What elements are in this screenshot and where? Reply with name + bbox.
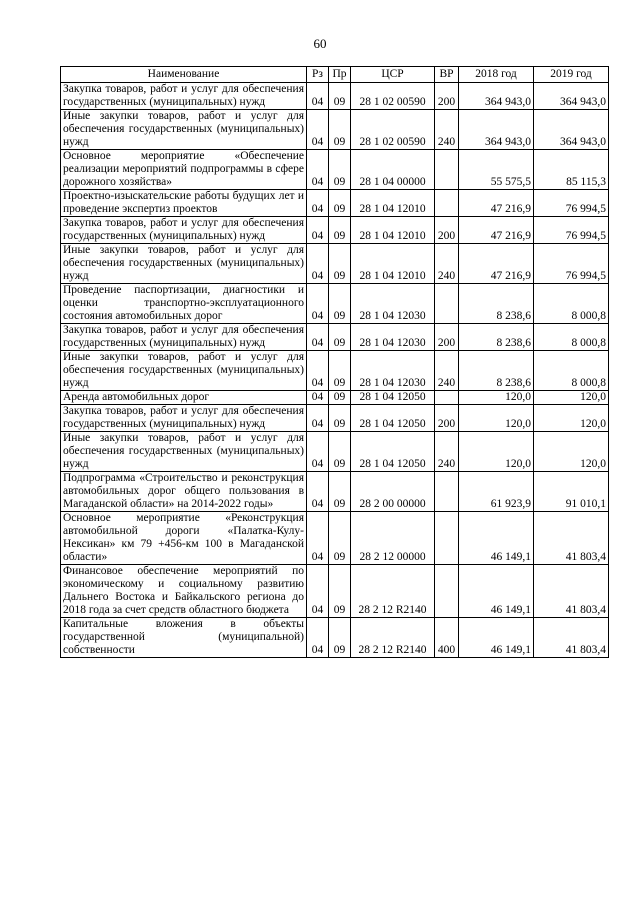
cell-rz: 04 — [307, 244, 329, 284]
cell-pr: 09 — [329, 618, 351, 658]
cell-vr: 240 — [435, 110, 459, 150]
cell-csr: 28 1 04 12030 — [351, 324, 435, 351]
cell-pr: 09 — [329, 244, 351, 284]
cell-2018: 364 943,0 — [459, 110, 534, 150]
budget-table — [60, 66, 609, 658]
cell-pr: 09 — [329, 565, 351, 618]
cell-csr: 28 1 02 00590 — [351, 83, 435, 110]
cell-csr: 28 2 12 00000 — [351, 512, 435, 565]
cell-name: Проведение паспортизации, диагностики и оценки транспортно-эксплуатационного состояния автомобильных дорог — [61, 284, 307, 324]
cell-csr: 28 1 04 12050 — [351, 432, 435, 472]
header-pr: Пр — [329, 67, 351, 83]
cell-name: Закупка товаров, работ и услуг для обеспечения государственных (муниципальных) нужд — [61, 405, 307, 432]
cell-pr: 09 — [329, 110, 351, 150]
cell-vr — [435, 284, 459, 324]
cell-vr — [435, 391, 459, 405]
cell-2018: 120,0 — [459, 405, 534, 432]
cell-2019: 120,0 — [534, 391, 609, 405]
cell-rz: 04 — [307, 405, 329, 432]
cell-2018: 61 923,9 — [459, 472, 534, 512]
cell-2019: 85 115,3 — [534, 150, 609, 190]
cell-csr: 28 1 02 00590 — [351, 110, 435, 150]
cell-2019: 8 000,8 — [534, 284, 609, 324]
cell-name: Капитальные вложения в объекты государственной (муниципальной) собственности — [61, 618, 307, 658]
cell-name: Основное мероприятие «Реконструкция автомобильной дороги «Палатка-Кулу-Нексикан» км 79 +456-км 100 в Магаданской области» — [61, 512, 307, 565]
cell-2018: 120,0 — [459, 391, 534, 405]
table-row — [61, 565, 609, 618]
table-body — [61, 83, 609, 658]
cell-pr: 09 — [329, 405, 351, 432]
cell-2019: 76 994,5 — [534, 217, 609, 244]
cell-2019: 364 943,0 — [534, 83, 609, 110]
cell-2019: 41 803,4 — [534, 565, 609, 618]
cell-csr: 28 2 12 R2140 — [351, 565, 435, 618]
table-header-row — [61, 67, 609, 83]
cell-2019: 120,0 — [534, 405, 609, 432]
cell-csr: 28 2 12 R2140 — [351, 618, 435, 658]
cell-2019: 8 000,8 — [534, 324, 609, 351]
table-row — [61, 351, 609, 391]
table-row — [61, 150, 609, 190]
cell-rz: 04 — [307, 432, 329, 472]
table-row — [61, 432, 609, 472]
cell-2018: 55 575,5 — [459, 150, 534, 190]
cell-2018: 46 149,1 — [459, 565, 534, 618]
cell-pr: 09 — [329, 432, 351, 472]
cell-name: Подпрограмма «Строительство и реконструкция автомобильных дорог общего пользования в Магаданской области» на 2014-2022 годы» — [61, 472, 307, 512]
cell-2018: 47 216,9 — [459, 190, 534, 217]
table-row — [61, 83, 609, 110]
cell-csr: 28 1 04 12010 — [351, 190, 435, 217]
header-2019: 2019 год — [534, 67, 609, 83]
header-vr: ВР — [435, 67, 459, 83]
cell-2018: 364 943,0 — [459, 83, 534, 110]
cell-name: Проектно-изыскательские работы будущих лет и проведение экспертиз проектов — [61, 190, 307, 217]
cell-name: Закупка товаров, работ и услуг для обеспечения государственных (муниципальных) нужд — [61, 83, 307, 110]
cell-rz: 04 — [307, 391, 329, 405]
header-name: Наименование — [61, 67, 307, 83]
cell-rz: 04 — [307, 618, 329, 658]
cell-name: Иные закупки товаров, работ и услуг для обеспечения государственных (муниципальных) нужд — [61, 110, 307, 150]
cell-name: Иные закупки товаров, работ и услуг для обеспечения государственных (муниципальных) нужд — [61, 432, 307, 472]
cell-vr: 240 — [435, 432, 459, 472]
cell-2018: 47 216,9 — [459, 244, 534, 284]
cell-rz: 04 — [307, 512, 329, 565]
cell-2018: 47 216,9 — [459, 217, 534, 244]
table-row — [61, 284, 609, 324]
cell-pr: 09 — [329, 391, 351, 405]
cell-name: Закупка товаров, работ и услуг для обеспечения государственных (муниципальных) нужд — [61, 324, 307, 351]
table-row — [61, 618, 609, 658]
cell-vr: 200 — [435, 217, 459, 244]
cell-pr: 09 — [329, 217, 351, 244]
cell-rz: 04 — [307, 565, 329, 618]
cell-2019: 8 000,8 — [534, 351, 609, 391]
cell-2018: 46 149,1 — [459, 512, 534, 565]
cell-vr — [435, 472, 459, 512]
cell-rz: 04 — [307, 324, 329, 351]
table-row — [61, 217, 609, 244]
cell-name: Закупка товаров, работ и услуг для обеспечения государственных (муниципальных) нужд — [61, 217, 307, 244]
cell-2019: 76 994,5 — [534, 244, 609, 284]
cell-2019: 41 803,4 — [534, 618, 609, 658]
cell-rz: 04 — [307, 110, 329, 150]
cell-2018: 120,0 — [459, 432, 534, 472]
cell-csr: 28 2 00 00000 — [351, 472, 435, 512]
cell-name: Иные закупки товаров, работ и услуг для обеспечения государственных (муниципальных) нужд — [61, 351, 307, 391]
cell-vr — [435, 150, 459, 190]
cell-csr: 28 1 04 00000 — [351, 150, 435, 190]
table-row — [61, 512, 609, 565]
cell-csr: 28 1 04 12050 — [351, 391, 435, 405]
cell-vr — [435, 190, 459, 217]
cell-rz: 04 — [307, 190, 329, 217]
cell-csr: 28 1 04 12030 — [351, 351, 435, 391]
cell-csr: 28 1 04 12050 — [351, 405, 435, 432]
cell-vr — [435, 512, 459, 565]
cell-2019: 41 803,4 — [534, 512, 609, 565]
table-row — [61, 324, 609, 351]
cell-pr: 09 — [329, 190, 351, 217]
cell-csr: 28 1 04 12010 — [351, 217, 435, 244]
cell-vr: 240 — [435, 244, 459, 284]
cell-csr: 28 1 04 12010 — [351, 244, 435, 284]
cell-2019: 91 010,1 — [534, 472, 609, 512]
cell-vr: 400 — [435, 618, 459, 658]
cell-name: Иные закупки товаров, работ и услуг для обеспечения государственных (муниципальных) нужд — [61, 244, 307, 284]
table-row — [61, 391, 609, 405]
cell-name: Основное мероприятие «Обеспечение реализации мероприятий подпрограммы в сфере дорожного хозяйства» — [61, 150, 307, 190]
cell-pr: 09 — [329, 351, 351, 391]
cell-vr: 200 — [435, 405, 459, 432]
table-row — [61, 190, 609, 217]
cell-2018: 8 238,6 — [459, 284, 534, 324]
cell-vr — [435, 565, 459, 618]
cell-csr: 28 1 04 12030 — [351, 284, 435, 324]
header-csr: ЦСР — [351, 67, 435, 83]
header-rz: Рз — [307, 67, 329, 83]
cell-name: Финансовое обеспечение мероприятий по экономическому и социальному развитию Дальнего Востока и Байкальского региона до 2018 года за счет средств областного бюджета — [61, 565, 307, 618]
cell-2019: 120,0 — [534, 432, 609, 472]
table-row — [61, 244, 609, 284]
cell-2018: 8 238,6 — [459, 351, 534, 391]
cell-rz: 04 — [307, 83, 329, 110]
cell-vr: 200 — [435, 324, 459, 351]
cell-2018: 46 149,1 — [459, 618, 534, 658]
table-row — [61, 110, 609, 150]
cell-name: Аренда автомобильных дорог — [61, 391, 307, 405]
cell-vr: 200 — [435, 83, 459, 110]
cell-2018: 8 238,6 — [459, 324, 534, 351]
cell-2019: 76 994,5 — [534, 190, 609, 217]
cell-rz: 04 — [307, 150, 329, 190]
table-row — [61, 405, 609, 432]
cell-pr: 09 — [329, 324, 351, 351]
page-number: 60 — [313, 36, 327, 51]
cell-rz: 04 — [307, 217, 329, 244]
cell-pr: 09 — [329, 284, 351, 324]
cell-pr: 09 — [329, 150, 351, 190]
header-2018: 2018 год — [459, 67, 534, 83]
cell-pr: 09 — [329, 512, 351, 565]
cell-2019: 364 943,0 — [534, 110, 609, 150]
cell-rz: 04 — [307, 472, 329, 512]
cell-pr: 09 — [329, 472, 351, 512]
cell-rz: 04 — [307, 351, 329, 391]
table-row — [61, 472, 609, 512]
cell-pr: 09 — [329, 83, 351, 110]
cell-vr: 240 — [435, 351, 459, 391]
cell-rz: 04 — [307, 284, 329, 324]
